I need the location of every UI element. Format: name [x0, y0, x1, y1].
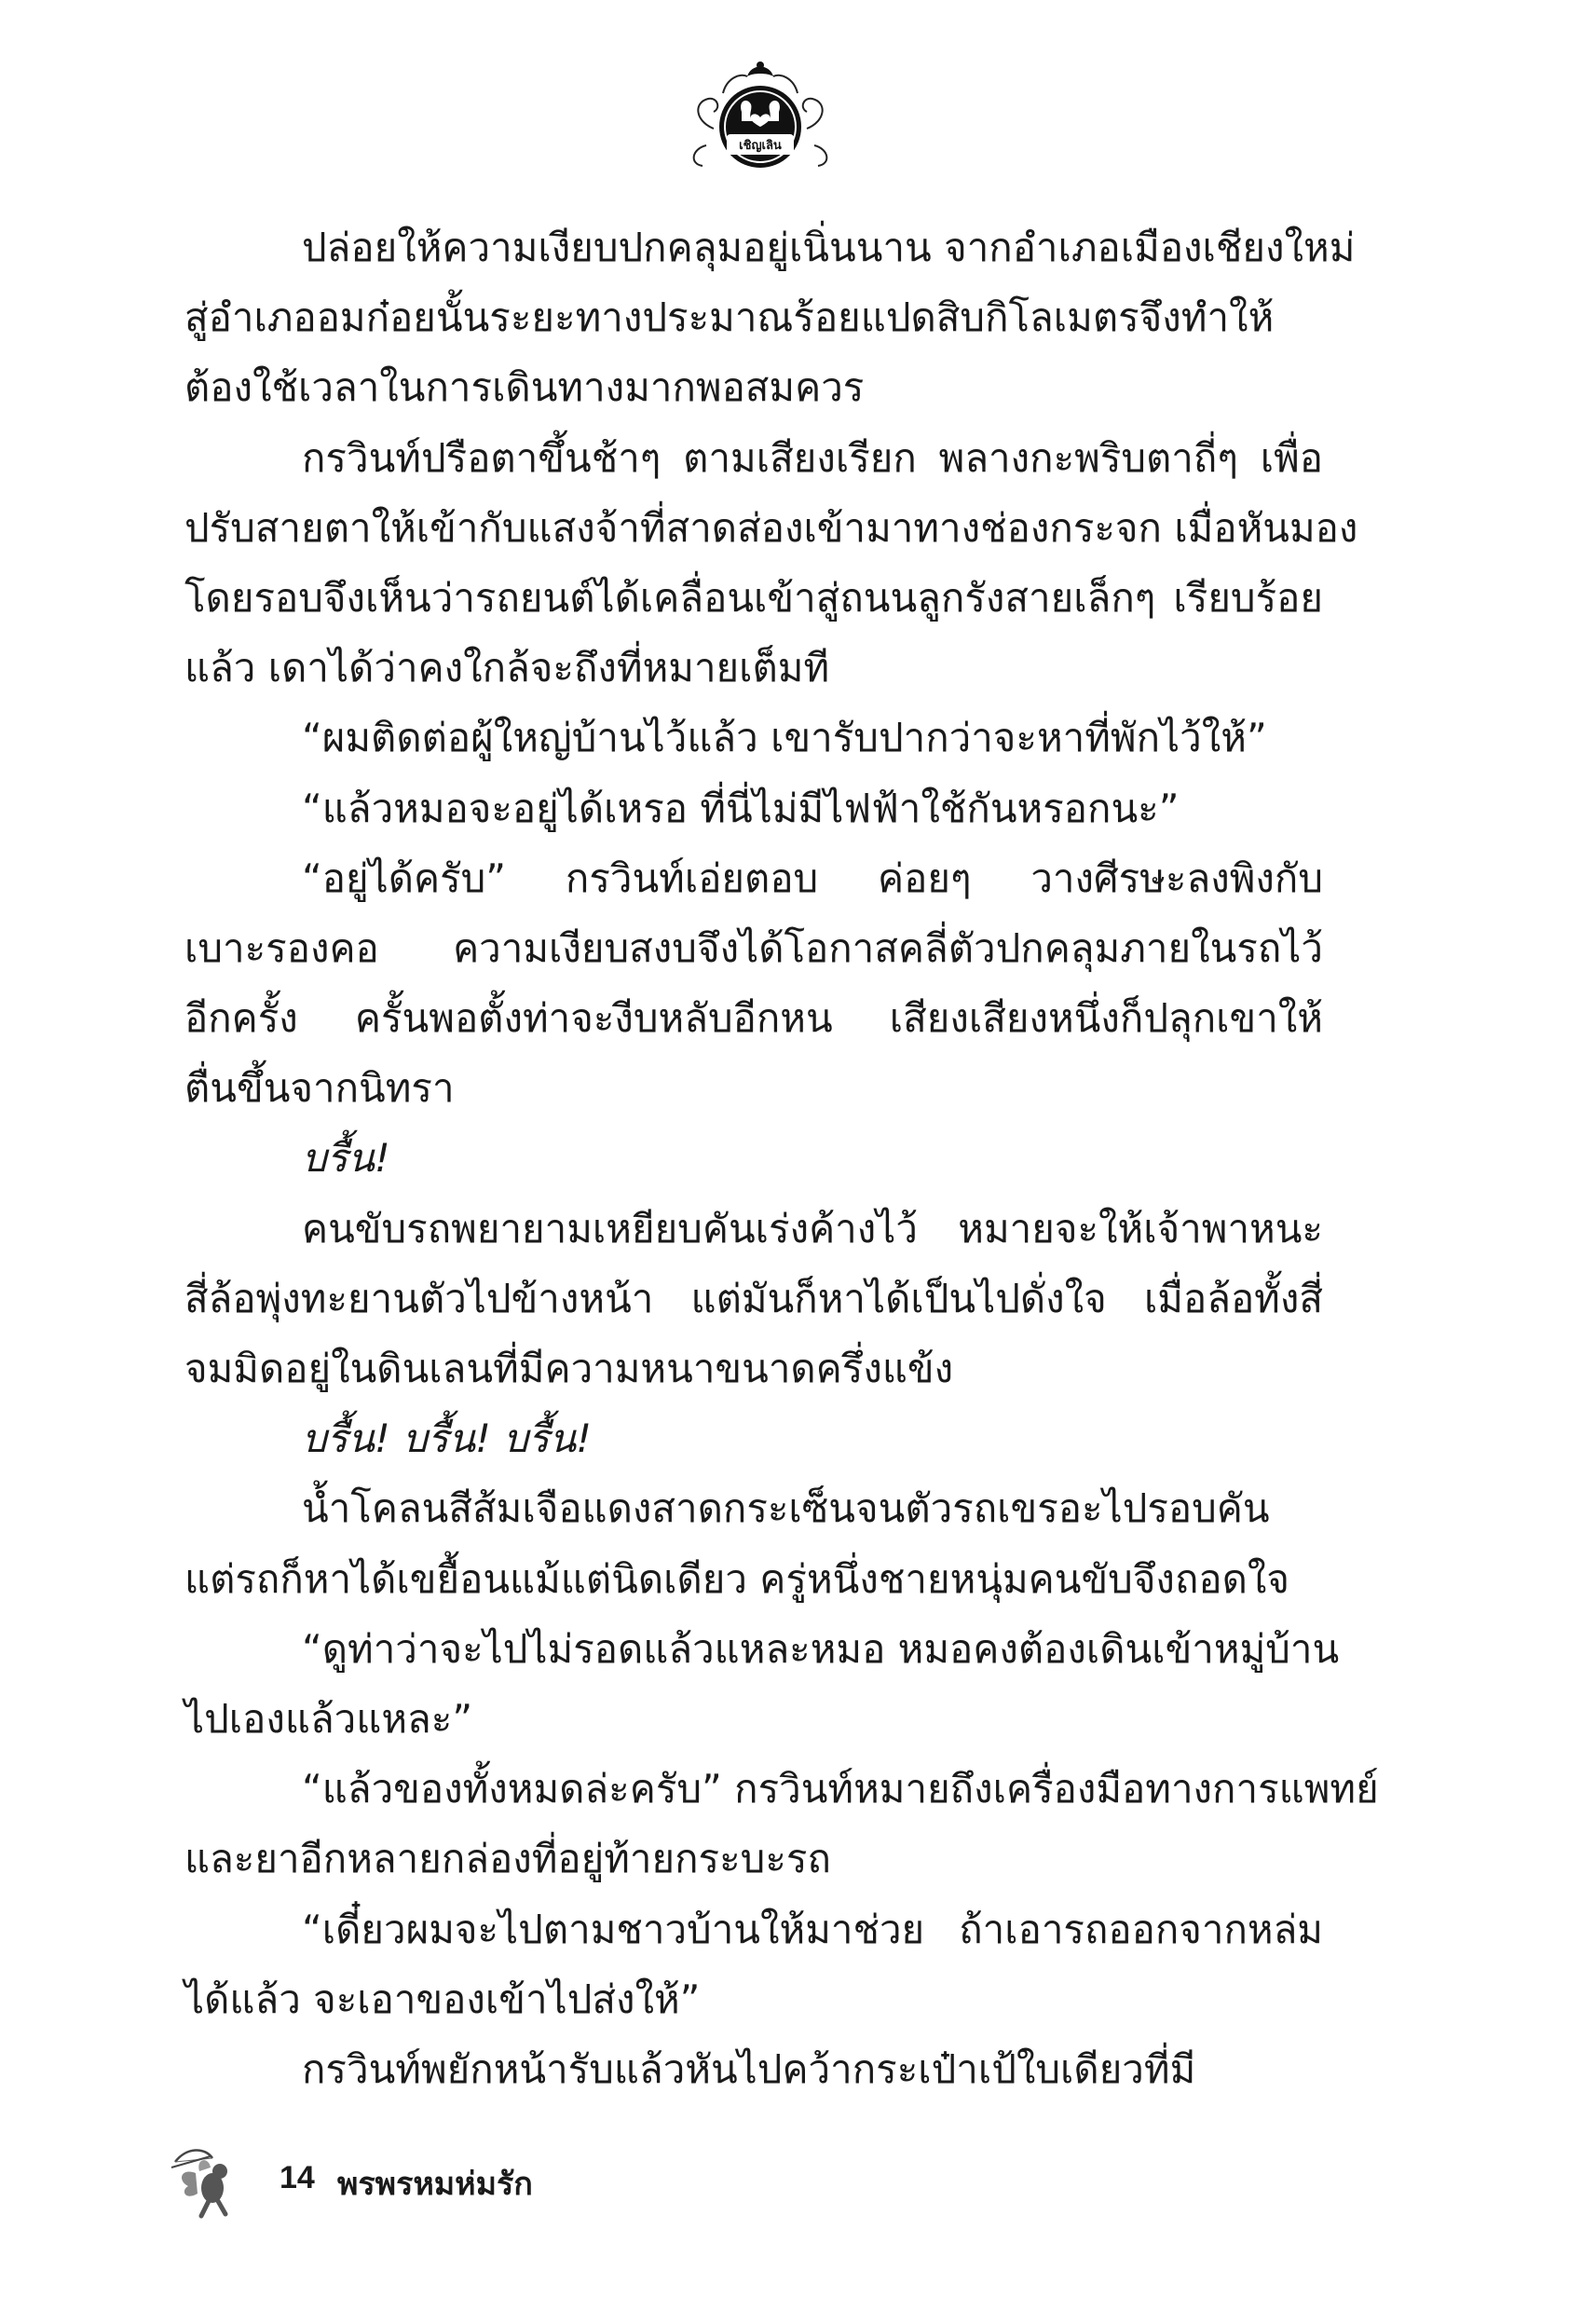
paragraph-line: สู่อำเภออมก๋อยนั้นระยะทางประมาณร้อยแปดสิบกิโลเมตรจึงทำให้ — [184, 294, 1275, 341]
emblem-icon — [686, 56, 835, 175]
body-text — [184, 212, 1379, 2104]
paragraph-line: แต่รถก็หาได้เขยื้อนแม้แต่นิดเดียว ครู่หนึ่งชายหนุ่มคนขับจึงถอดใจ — [184, 1555, 1289, 1602]
paragraph-first-line: คนขับรถพยายามเหยียบคันเร่งค้างไว้ หมายจะให้เจ้าพาหนะ — [302, 1205, 1323, 1251]
paragraph-first-line: กรวินท์พยักหน้ารับแล้วหันไปคว้ากระเป๋าเป้ใบเดียวที่มี — [302, 2045, 1196, 2092]
paragraph-first-line: ปล่อยให้ความเงียบปกคลุมอยู่เนิ่นนาน จากอำเภอเมืองเชียงใหม่ — [302, 225, 1356, 270]
paragraph-line: เบาะรองคอ ความเงียบสงบจึงได้โอกาสคลี่ตัวปกคลุมภายในรถไว้ — [184, 924, 1323, 971]
paragraph-first-line: บรื้น! — [302, 1135, 390, 1182]
page-footer — [168, 2140, 820, 2223]
paragraph-line: ได้แล้ว จะเอาของเข้าไปส่งให้” — [184, 1976, 701, 2022]
paragraph-line: และยาอีกหลายกล่องที่อยู่ท้ายกระบะรถ — [184, 1836, 831, 1882]
publisher-emblem — [686, 56, 835, 175]
cupid-icon — [168, 2140, 250, 2222]
paragraph-line: ไปเองแล้วแหละ” — [184, 1695, 473, 1742]
paragraph-first-line: “แล้วหมอจะอยู่ได้เหรอ ที่นี่ไม่มีไฟฟ้าใช้กันหรอกนะ” — [302, 785, 1180, 831]
paragraph-line: ตื่นขึ้นจากนิทรา — [184, 1065, 455, 1112]
paragraph-first-line: กรวินท์ปรือตาขึ้นช้าๆ ตามเสียงเรียก พลางกะพริบตาถี่ๆ เพื่อ — [302, 434, 1323, 481]
paragraph-line: สี่ล้อพุ่งทะยานตัวไปข้างหน้า แต่มันก็หาได้เป็นไปดั่งใจ เมื่อล้อทั้งสี่ — [184, 1275, 1323, 1321]
page-number: 14 — [280, 2160, 315, 2195]
paragraph-first-line: “เดี๋ยวผมจะไปตามชาวบ้านให้มาช่วย ถ้าเอารถออกจากหล่ม — [302, 1906, 1323, 1952]
paragraph-line: ปรับสายตาให้เข้ากับแสงจ้าที่สาดส่องเข้ามาทางช่องกระจก เมื่อหันมอง — [184, 504, 1358, 551]
paragraph-first-line: “แล้วของทั้งหมดล่ะครับ” กรวินท์หมายถึงเครื่องมือทางการแพทย์ — [302, 1766, 1379, 1812]
paragraph-first-line: “ผมติดต่อผู้ใหญ่บ้านไว้แล้ว เขารับปากว่าจะหาที่พักไว้ให้” — [302, 715, 1267, 761]
emblem-text: เชิญเลิน — [739, 139, 782, 153]
paragraph-first-line: บรื้น! บรื้น! บรื้น! — [302, 1415, 593, 1462]
paragraph-line: โดยรอบจึงเห็นว่ารถยนต์ได้เคลื่อนเข้าสู่ถนนลูกรังสายเล็กๆ เรียบร้อย — [184, 574, 1323, 621]
paragraph-line: จมมิดอยู่ในดินเลนที่มีความหนาขนาดครึ่งแข้ง — [184, 1346, 954, 1391]
book-title: พรพรหมห่มรัก — [337, 2166, 533, 2203]
paragraph-line: อีกครั้ง ครั้นพอตั้งท่าจะงีบหลับอีกหน เสียงเสียงหนึ่งก็ปลุกเขาให้ — [184, 995, 1323, 1042]
paragraph-first-line: “ดูท่าว่าจะไปไม่รอดแล้วแหละหมอ หมอคงต้องเดินเข้าหมู่บ้าน — [302, 1625, 1340, 1672]
paragraph-first-line: น้ำโคลนสีส้มเจือแดงสาดกระเซ็นจนตัวรถเขรอะไปรอบคัน — [302, 1485, 1270, 1532]
paragraph-first-line: “อยู่ได้ครับ” กรวินท์เอ่ยตอบ ค่อยๆ วางศีรษะลงพิงกับ — [302, 855, 1323, 901]
paragraph-line: ต้องใช้เวลาในการเดินทางมากพอสมควร — [184, 364, 865, 411]
paragraph-line: แล้ว เดาได้ว่าคงใกล้จะถึงที่หมายเต็มที — [184, 645, 830, 691]
